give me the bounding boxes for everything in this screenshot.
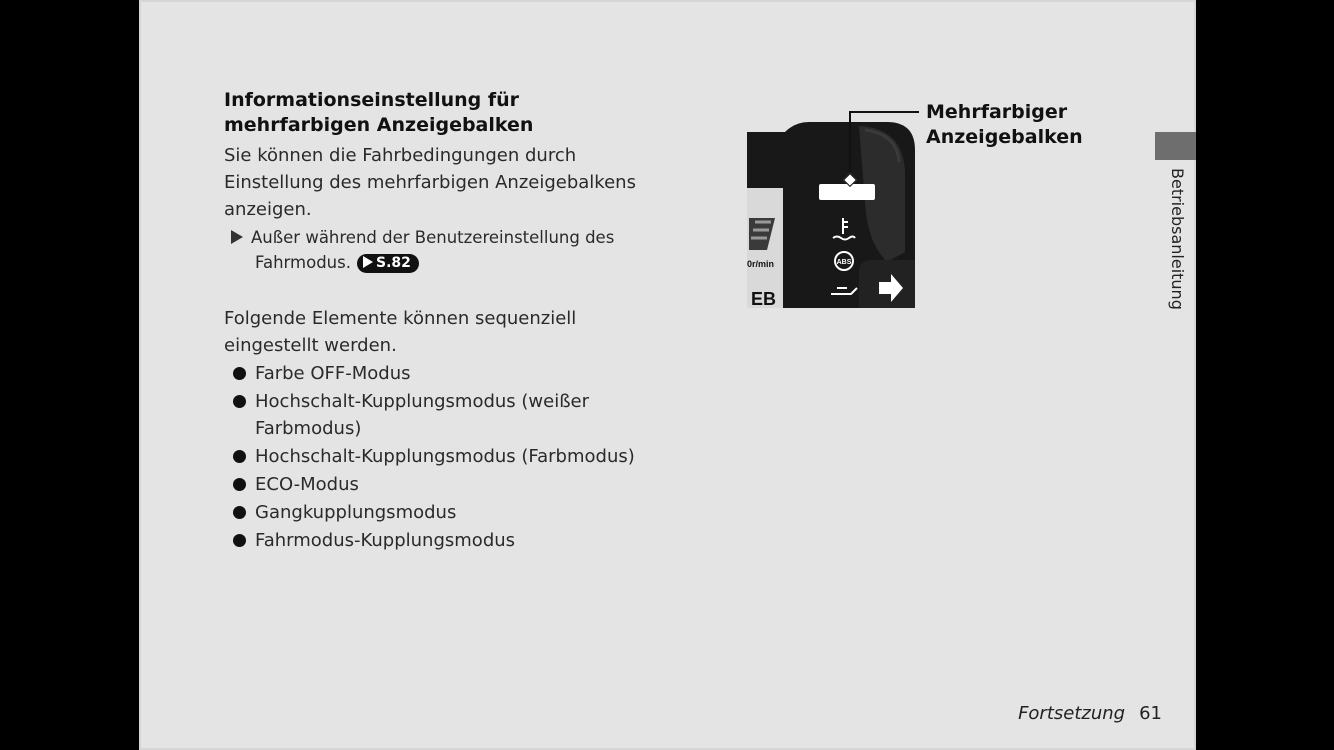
arrow-right-icon bbox=[363, 256, 373, 268]
note-block bbox=[231, 225, 651, 275]
side-tab-marker[interactable] bbox=[1155, 132, 1196, 160]
eb-label: EB bbox=[751, 289, 777, 308]
note-line2 bbox=[231, 250, 651, 275]
callout-line bbox=[849, 111, 851, 179]
page-footer bbox=[1018, 703, 1162, 724]
callout-line bbox=[851, 111, 919, 113]
list-item: Fahrmodus-Kupplungsmodus bbox=[231, 527, 671, 554]
bullet-icon bbox=[233, 534, 246, 547]
note-text-line1: Außer während der Benutzereinstellung des bbox=[251, 228, 615, 247]
list-item: Gangkupplungsmodus bbox=[231, 499, 671, 526]
note-triangle-icon bbox=[231, 230, 243, 244]
list-item: Hochschalt-Kupplungsmodus (weißer Farbmodus) bbox=[231, 388, 671, 442]
bullet-icon bbox=[233, 395, 246, 408]
list-item: Farbe OFF-Modus bbox=[231, 360, 671, 387]
callout-label: Mehrfarbiger Anzeigebalken bbox=[926, 101, 1083, 148]
continuation-label: Fortsetzung bbox=[1018, 703, 1126, 724]
rpm-label: 0r/min bbox=[747, 259, 775, 269]
dashboard-illustration bbox=[747, 122, 917, 308]
list-item: Hochschalt-Kupplungsmodus (Farbmodus) bbox=[231, 443, 671, 470]
page-reference-link[interactable] bbox=[357, 254, 419, 273]
list-item: ECO-Modus bbox=[231, 471, 671, 498]
multicolor-bar bbox=[819, 184, 875, 200]
page-reference-label: S.82 bbox=[375, 255, 411, 271]
section-heading: Informationseinstellung für mehrfarbigen Anzeigebalken bbox=[224, 89, 534, 136]
mode-list bbox=[231, 360, 671, 555]
page-number: 61 bbox=[1139, 703, 1162, 724]
bullet-icon bbox=[233, 450, 246, 463]
dashboard-svg bbox=[747, 122, 917, 308]
bullet-icon bbox=[233, 367, 246, 380]
side-tab-label: Betriebsanleitung bbox=[1168, 168, 1187, 310]
list-intro: Folgende Elemente können sequenziell eingestellt werden. bbox=[224, 308, 577, 356]
bullet-icon bbox=[233, 506, 246, 519]
bullet-icon bbox=[233, 478, 246, 491]
intro-paragraph: Sie können die Fahrbedingungen durch Einstellung des mehrfarbigen Anzeigebalkens anzeigen. bbox=[224, 145, 636, 220]
manual-page bbox=[139, 0, 1196, 750]
note-text-line2: Fahrmodus. bbox=[255, 253, 351, 272]
svg-text:ABS: ABS bbox=[836, 259, 852, 266]
